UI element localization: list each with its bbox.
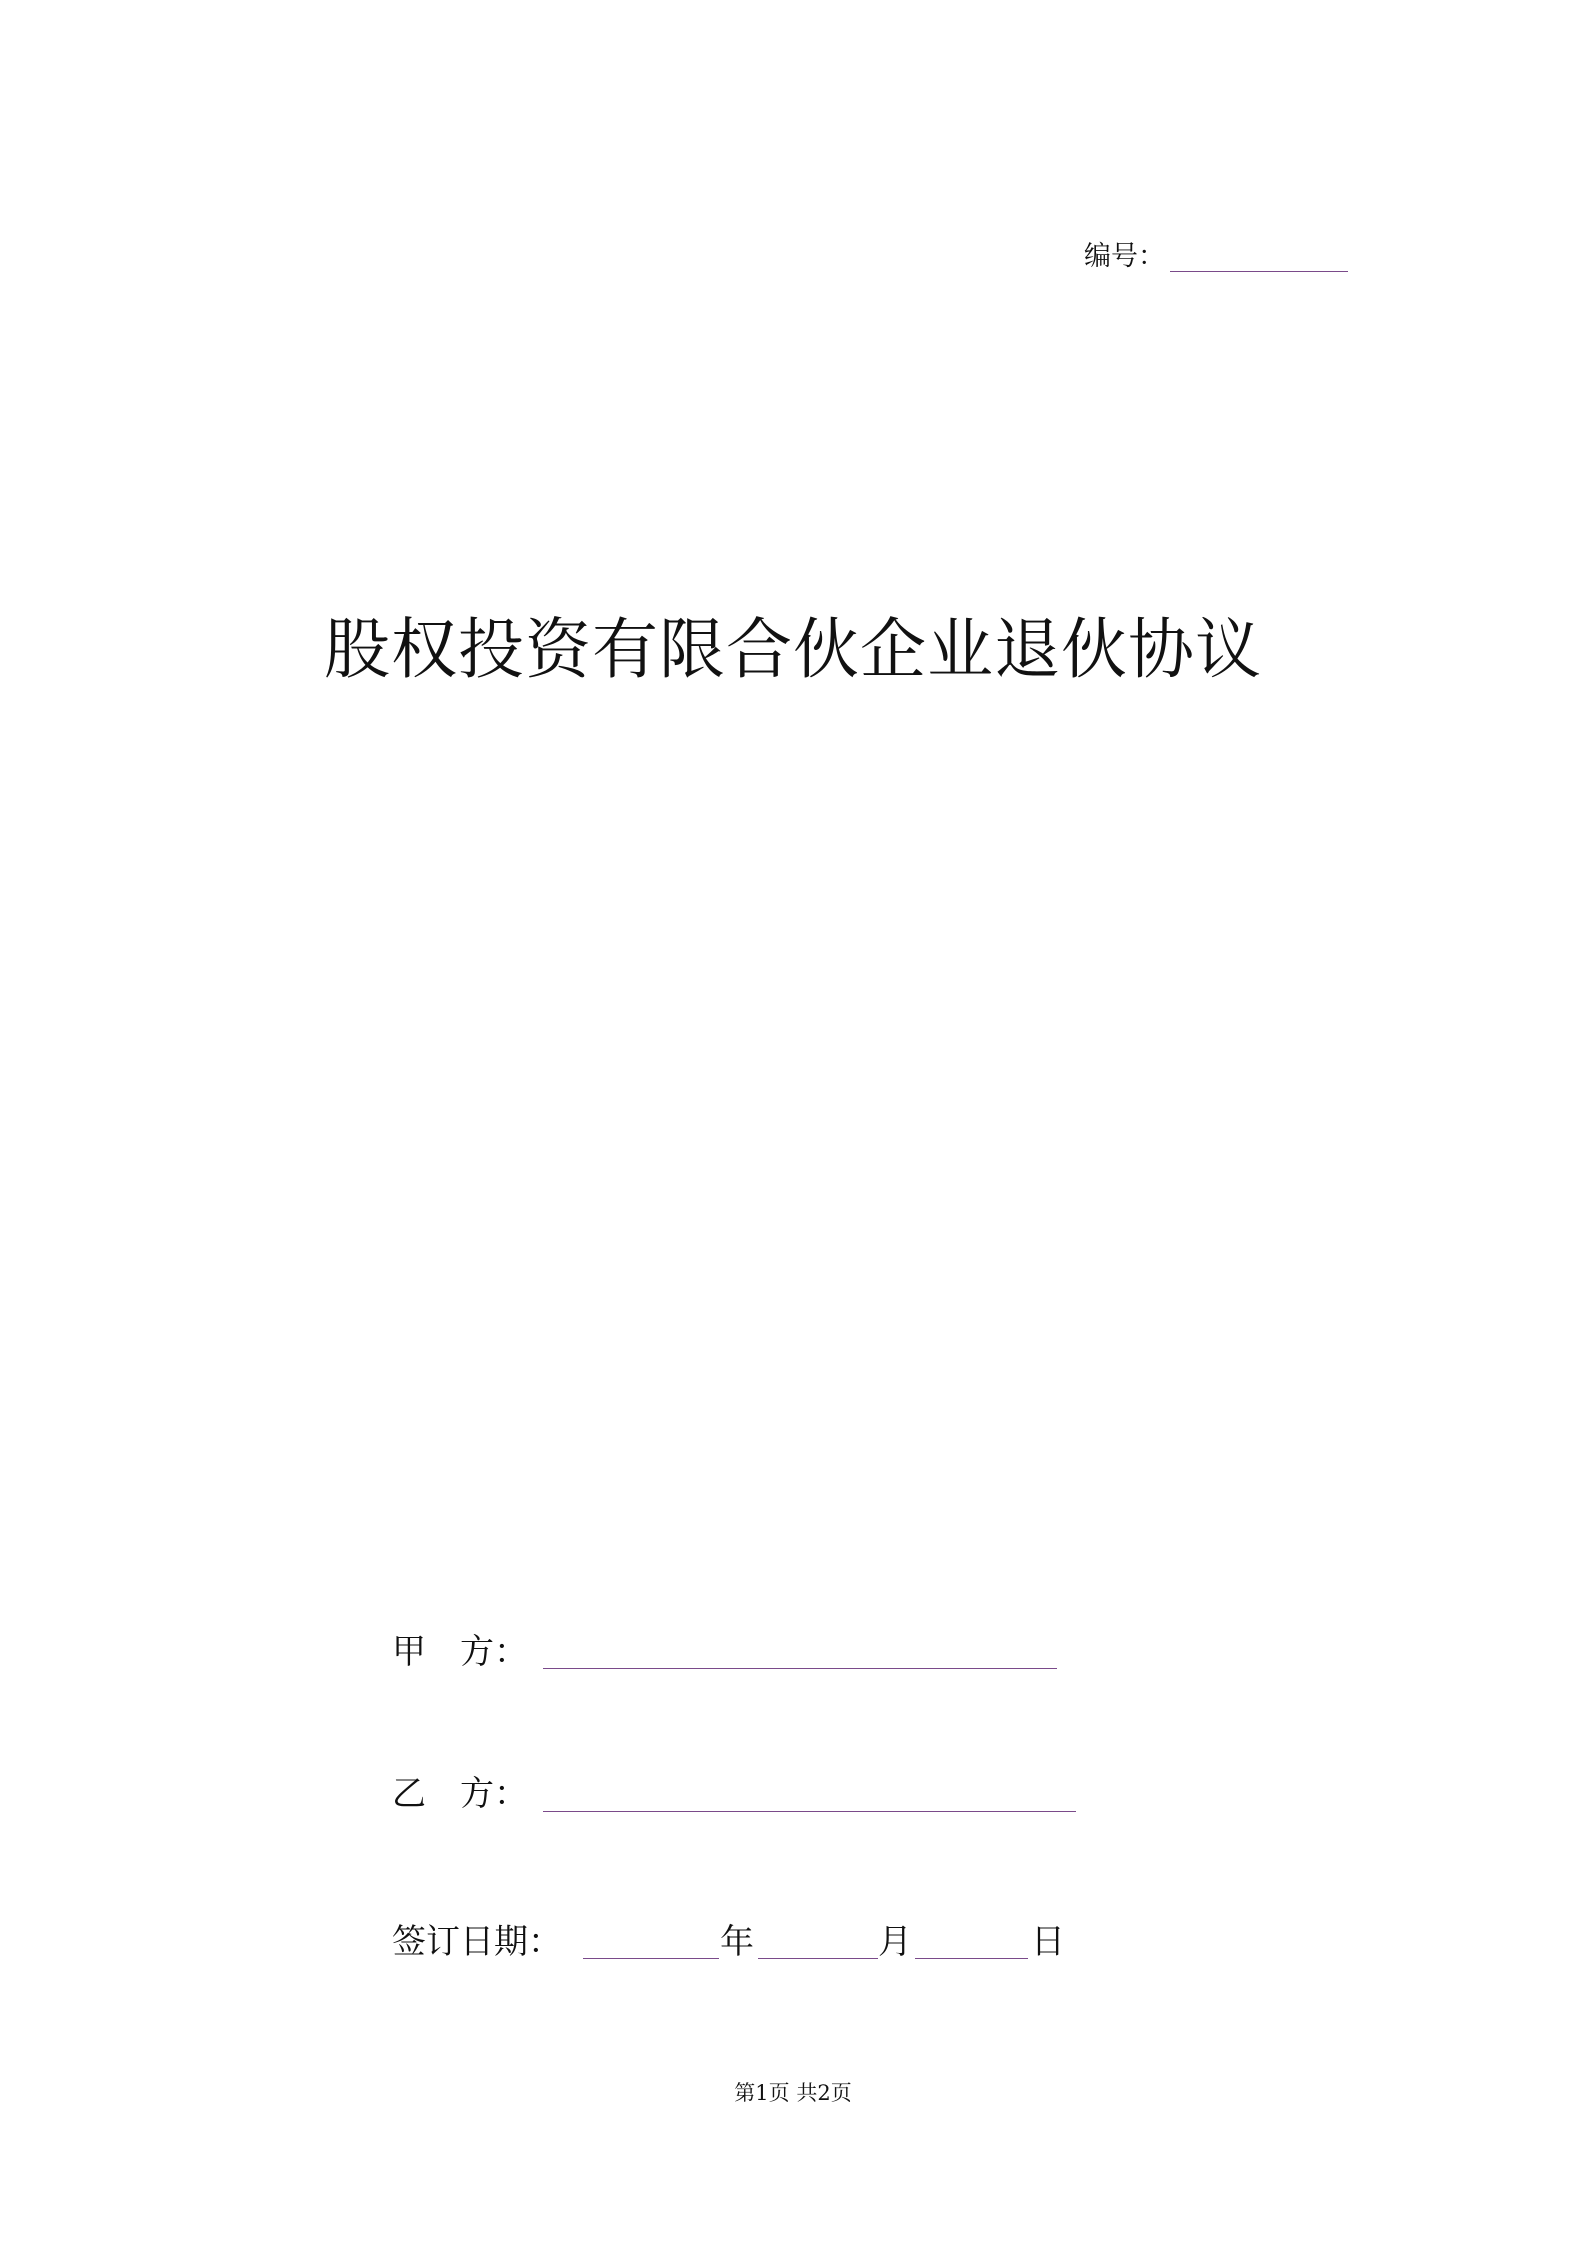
- party-a-field[interactable]: [543, 1668, 1057, 1669]
- month-label: 月: [878, 1922, 912, 1962]
- page-footer: 第1页 共2页: [734, 2081, 852, 2105]
- day-label: 日: [1031, 1922, 1065, 1962]
- signing-day-field[interactable]: [915, 1958, 1028, 1959]
- document-title: 股权投资有限合伙企业退伙协议: [324, 611, 1262, 688]
- year-label: 年: [720, 1922, 754, 1962]
- party-b-label: 乙 方：: [392, 1774, 528, 1814]
- signing-year-field[interactable]: [583, 1958, 719, 1959]
- party-b-field[interactable]: [543, 1811, 1076, 1812]
- serial-number-label: 编号：: [1084, 241, 1165, 272]
- serial-number-field[interactable]: [1170, 271, 1348, 272]
- signing-month-field[interactable]: [758, 1958, 878, 1959]
- signing-date-label: 签订日期：: [392, 1922, 562, 1962]
- party-a-label: 甲 方：: [392, 1632, 528, 1672]
